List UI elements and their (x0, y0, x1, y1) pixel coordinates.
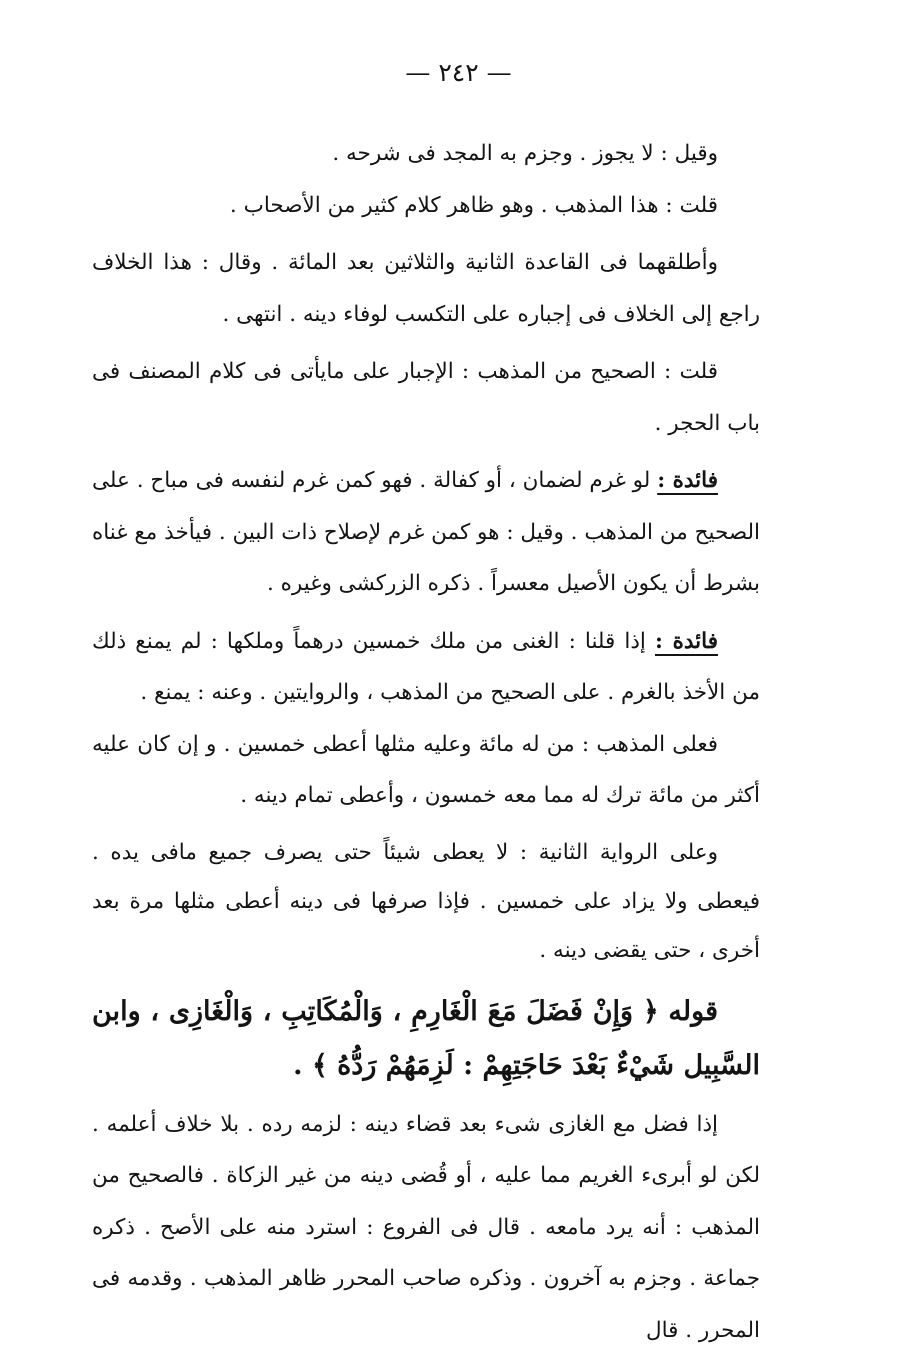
paragraph-benefit-wealth (92, 616, 760, 719)
paragraph-correct-view: قلت : الصحيح من المذهب : الإجبار على مايأتى فى كلام المصنف فى باب الحجر . (92, 346, 760, 449)
quote-prefix: قوله (668, 996, 718, 1027)
paragraph-madhab-ruling: فعلى المذهب : من له مائة وعليه مثلها أعطى خمسين . و إن كان عليه أكثر من مائة ترك له مما معه خمسون ، وأعطى تمام دينه . (92, 719, 760, 822)
benefit-label: فائدة : (657, 468, 718, 493)
quote-body: ﴿ وَإِنْ فَضَلَ مَعَ الْغَارِمِ ، وَالْمُكَاتِبِ ، وَالْغَازِى ، وابن السَّبِيل شَيْءٌ بَعْدَ حَاجَتِهِمْ : لَزِمَهُمْ رَدُّهُ ﴾ . (92, 996, 760, 1081)
paragraph-surplus-ruling: إذا فضل مع الغازى شىء بعد قضاء دينه : لزمه رده . بلا خلاف أعلمه . لكن لو أبرىء الغريم مما عليه ، أو قُضى دينه من غير الزكاة . فالصحيح من المذهب : أنه يرد مامعه . قال فى الفروع : استرد منه على الأصح . ذكره جماعة . وجزم به آخرون . وذكره صاحب المحرر ظاهر المذهب . وقدمه فى المحرر . قال (92, 1099, 760, 1356)
quoted-text-passage (92, 985, 760, 1093)
paragraph-opinion-not-allowed: وقيل : لا يجوز . وجزم به المجد فى شرحه . (92, 128, 760, 180)
paragraph-second-narration: وعلى الرواية الثانية : لا يعطى شيئاً حتى يصرف جميع مافى يده . فيعطى ولا يزاد على خمسين . فإذا صرفها فى دينه أعطى مثلها مرة بعد أخرى ، حتى يقضى دينه . (92, 828, 760, 975)
page-body (92, 128, 760, 1356)
benefit-text: لو غرم لضمان ، أو كفالة . فهو كمن غرم لنفسه فى مباح . على الصحيح من المذهب . وقيل : هو كمن غرم لإصلاح ذات البين . فيأخذ مع غناه بشرط أن يكون الأصيل معسراً . ذكره الزركشى وغيره . (92, 468, 760, 596)
paragraph-benefit-guarantee (92, 455, 760, 610)
paragraph-rule-reference: وأطلقهما فى القاعدة الثانية والثلاثين بعد المائة . وقال : هذا الخلاف راجع إلى الخلاف فى إجباره على التكسب لوفاء دينه . انتهى . (92, 237, 760, 340)
benefit-text: إذا قلنا : الغنى من ملك خمسين درهماً وملكها : لم يمنع ذلك من الأخذ بالغرم . على الصحيح من المذهب ، والروايتين . وعنه : يمنع . (92, 629, 760, 706)
benefit-label: فائدة : (655, 629, 718, 654)
paragraph-this-is-the-madhab: قلت : هذا المذهب . وهو ظاهر كلام كثير من الأصحاب . (92, 180, 760, 232)
page-number: — ٢٤٢ — (0, 58, 917, 87)
